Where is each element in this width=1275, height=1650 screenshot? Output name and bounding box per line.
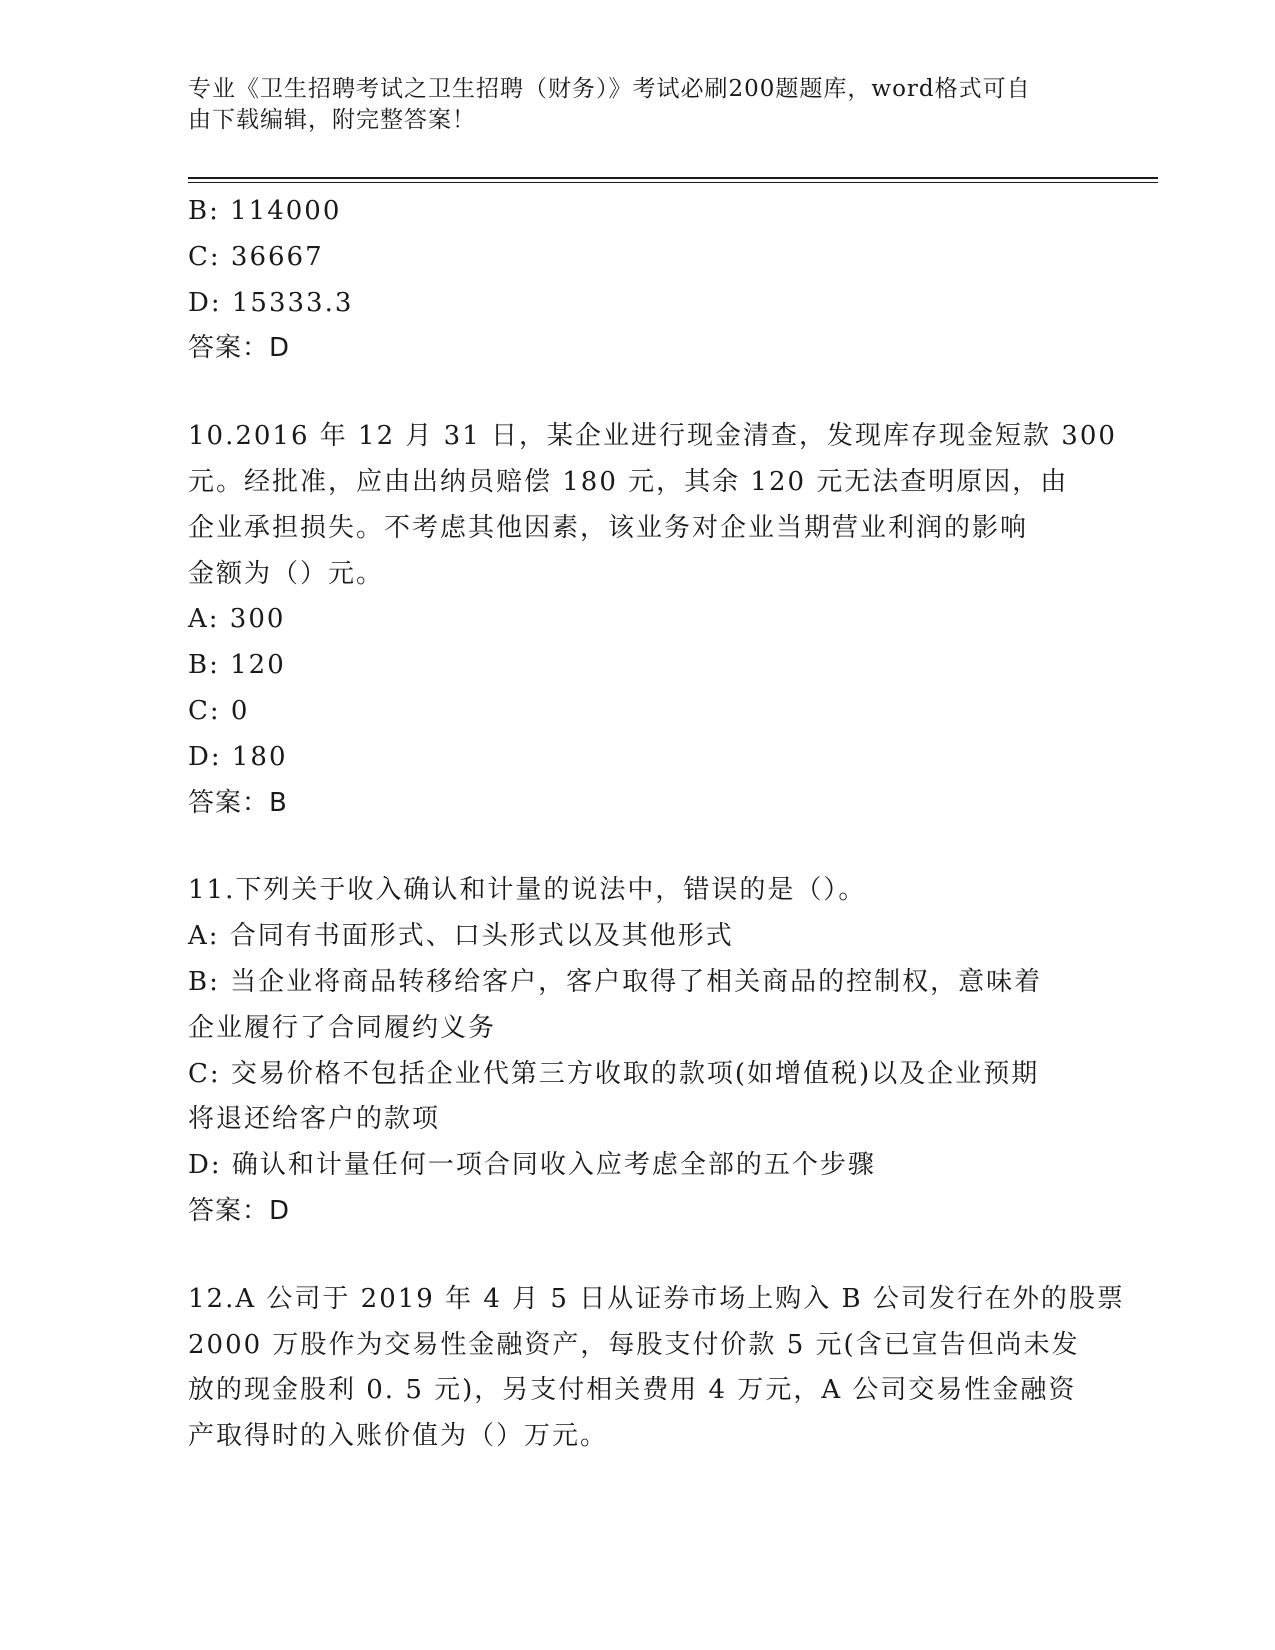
option-b: B: 当企业将商品转移给客户，客户取得了相关商品的控制权，意味着	[188, 966, 1043, 997]
question-stem-line: 12.A 公司于 2019 年 4 月 5 日从证券市场上购入 B 公司发行在外的股票	[188, 1283, 1125, 1314]
option-d: D: 确认和计量任何一项合同收入应考虑全部的五个步骤	[188, 1150, 876, 1181]
answer-line: 答案：D	[188, 1195, 291, 1226]
question-stem-line: 2000 万股作为交易性金融资产，每股支付价款 5 元(含已宣告但尚未发	[188, 1329, 1080, 1360]
question-stem-line: 放的现金股利 0. 5 元)，另支付相关费用 4 万元，A 公司交易性金融资	[188, 1375, 1077, 1406]
question-11	[188, 868, 1088, 1234]
option-c: C: 0	[188, 695, 250, 726]
question-10	[188, 414, 1117, 826]
option-b: B: 114000	[188, 196, 342, 226]
question-stem-line: 金额为（）元。	[188, 558, 385, 589]
option-a: A: 合同有书面形式、口头形式以及其他形式	[188, 921, 734, 952]
header-line-1: 专业《卫生招聘考试之卫生招聘（财务）》考试必刷200题题库，word格式可自	[188, 76, 1031, 102]
question-stem-line: 企业承担损失。不考虑其他因素，该业务对企业当期营业利润的影响	[188, 512, 1029, 543]
option-c-continued: 将退还给客户的款项	[188, 1104, 441, 1135]
document-body	[188, 189, 1125, 1460]
option-c: C: 交易价格不包括企业代第三方收取的款项(如增值税)以及企业预期	[188, 1058, 1040, 1089]
answer-line: 答案：B	[188, 787, 288, 818]
option-c: C: 36667	[188, 241, 324, 272]
answer-line: 答案：D	[188, 333, 291, 364]
header-divider-thin	[188, 182, 1158, 183]
header-divider	[188, 177, 1158, 179]
question-stem-line: 11.下列关于收入确认和计量的说法中，错误的是（）。	[188, 875, 867, 906]
option-a: A: 300	[188, 604, 286, 635]
header-line-2: 由下载编辑，附完整答案！	[188, 107, 476, 133]
document-header	[188, 74, 1068, 136]
question-stem-line: 元。经批准，应由出纳员赔偿 180 元，其余 120 元无法查明原因，由	[188, 466, 1069, 497]
question-9-tail	[188, 189, 1088, 372]
option-b-continued: 企业履行了合同履约义务	[188, 1012, 497, 1043]
option-d: D: 15333.3	[188, 287, 354, 318]
question-12	[188, 1277, 1125, 1460]
question-stem-line: 10.2016 年 12 月 31 日，某企业进行现金清查，发现库存现金短款 300	[188, 421, 1117, 452]
option-b: B: 120	[188, 650, 286, 681]
question-stem-line: 产取得时的入账价值为（）万元。	[188, 1421, 609, 1452]
option-d: D: 180	[188, 741, 288, 772]
